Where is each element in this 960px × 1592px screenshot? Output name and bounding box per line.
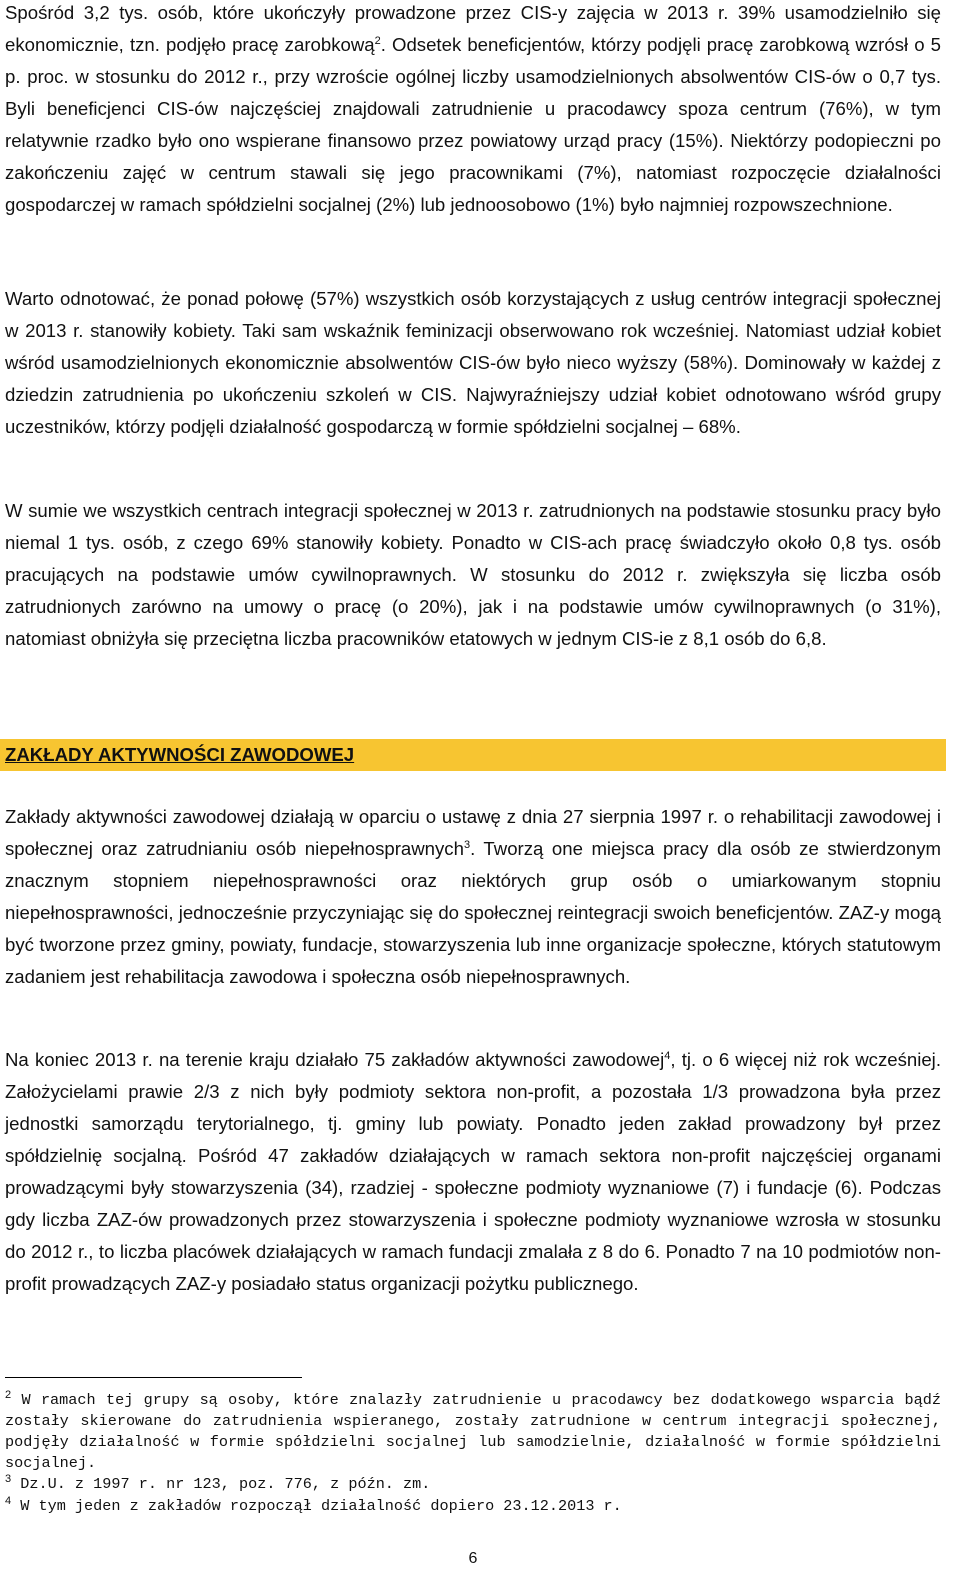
paragraph-text: Na koniec 2013 r. na terenie kraju działało 75 zakładów aktywności zawodowej (5, 1049, 665, 1070)
footnote-number: 3 (5, 1473, 12, 1485)
paragraph-text: Spośród 3,2 tys. osób, które ukończyły prowadzone przez CIS-y zajęcia w 2013 r. 39% usamodzielniło się ekonomicznie, tzn. podjęło pracę zarobkową (5, 2, 941, 55)
footnote-text: W tym jeden z zakładów rozpoczął działalność dopiero 23.12.2013 r. (20, 1497, 622, 1515)
paragraph-zaz-legal-basis (5, 801, 941, 993)
paragraph-cis-women: Warto odnotować, że ponad połowę (57%) wszystkich osób korzystających z usług centrów integracji społecznej w 2013 r. stanowiły kobiety. Taki sam wskaźnik feminizacji obserwowano rok wcześniej. Natomiast udział kobiet wśród usamodzielnionych ekonomicznie absolwentów CIS-ów było nieco wyższy (58%). Dominowały w każdej z dziedzin zatrudnienia po ukończeniu szkoleń w CIS. Najwyraźniejszy udział kobiet odnotowano wśród grupy uczestników, którzy podjęli działalność gospodarczą w formie spółdzielni socjalnej – 68%. (5, 288, 941, 437)
footnote-3 (5, 1474, 941, 1495)
footnote-separator (5, 1377, 302, 1378)
paragraph-text: , tj. o 6 więcej niż rok wcześniej. Założycielami prawie 2/3 z nich były podmioty sektora non-profit, a pozostała 1/3 prowadzona była przez jednostki samorządu terytorialnego, tj. gminy lub powiaty. Ponadto jeden zakład prowadzony był przez spółdzielnię socjalną. Pośród 47 zakładów działających w ramach sektora non-profit najczęściej organami prowadzącymi były stowarzyszenia (34), rzadziej - społeczne podmioty wyznaniowe (7) i fundacje (6). Podczas gdy liczba ZAZ-ów prowadzonych przez stowarzyszenia i społeczne podmioty wyznaniowe wzrosła w stosunku do 2012 r., to liczba placówek działających w ramach fundacji zmalała z 8 do 6. Ponadto 7 na 10 podmiotów non-profit prowadzących ZAZ-y posiadało status organizacji pożytku publicznego. (5, 1049, 941, 1294)
footnote-2 (5, 1390, 941, 1474)
paragraph-zaz-statistics (5, 1044, 941, 1300)
footnote-ref-2[interactable]: 2 (374, 35, 381, 47)
footnote-text: W ramach tej grupy są osoby, które znalazły zatrudnienie u pracodawcy bez dodatkowego wsparcia bądź zostały skierowane do zatrudnienia wspieranego, zostały zatrudnione w centrum integracji społecznej, podjęły działalność w formie spółdzielni socjalnej lub samodzielnie, działalność w formie spółdzielni socjalnej. (5, 1391, 941, 1472)
footnote-ref-4[interactable]: 4 (664, 1050, 671, 1062)
paragraph-text: . Odsetek beneficjentów, którzy podjęli pracę zarobkową wzrósł o 5 p. proc. w stosunku do 2012 r., przy wzroście ogólnej liczby usamodzielnionych absolwentów CIS-ów o 0,7 tys. Byli beneficjenci CIS-ów najczęściej znajdowali zatrudnienie u pracodawcy spoza centrum (76%), w tym relatywnie rzadko było ono wspierane finansowo przez powiatowy urząd pracy (15%). Niektórzy podopieczni po zakończeniu zajęć w centrum stawali się jego pracownikami (7%), natomiast rozpoczęcie działalności gospodarczej w ramach spółdzielni socjalnej (2%) lub jednoosobowo (1%) było najmniej rozpowszechnione. (5, 34, 941, 215)
paragraph-cis-employment: W sumie we wszystkich centrach integracji społecznej w 2013 r. zatrudnionych na podstawie stosunku pracy było niemal 1 tys. osób, z czego 69% stanowiły kobiety. Ponadto w CIS-ach pracę świadczyło około 0,8 tys. osób pracujących na podstawie umów cywilnoprawnych. W stosunku do 2012 r. zwiększyła się liczba osób zatrudnionych zarówno na umowy o pracę (o 20%), jak i na podstawie umów cywilnoprawnych (o 31%), natomiast obniżyła się przeciętna liczba pracowników etatowych w jednym CIS-ie z 8,1 osób do 6,8. (5, 500, 941, 649)
paragraph-cis-outcomes (5, 0, 941, 221)
section-heading: ZAKŁADY AKTYWNOŚCI ZAWODOWEJ (5, 744, 355, 765)
footnote-number: 2 (5, 1389, 12, 1401)
page-number: 6 (468, 1550, 478, 1567)
footnote-ref-3[interactable]: 3 (463, 839, 471, 851)
footnote-number: 4 (5, 1495, 12, 1507)
paragraph-text: Zakłady aktywności zawodowej działają w oparciu o ustawę z dnia 27 sierpnia 1997 r. o rehabilitacji zawodowej i społecznej oraz zatrudnianiu osób niepełnosprawnych (5, 806, 941, 859)
footnote-4 (5, 1496, 941, 1517)
paragraph-text: . Tworzą one miejsca pracy dla osób ze stwierdzonym znacznym stopniem niepełnosprawności oraz niektórych grup osób o umiarkowanym stopniu niepełnosprawności, jednocześnie przyczyniając się do społecznej reintegracji swoich beneficjentów. ZAZ-y mogą być tworzone przez gminy, powiaty, fundacje, stowarzyszenia lub inne organizacje społeczne, których statutowym zadaniem jest rehabilitacja zawodowa i społeczna osób niepełnosprawnych. (5, 838, 941, 987)
footnote-text: Dz.U. z 1997 r. nr 123, poz. 776, z późn. zm. (20, 1475, 431, 1493)
